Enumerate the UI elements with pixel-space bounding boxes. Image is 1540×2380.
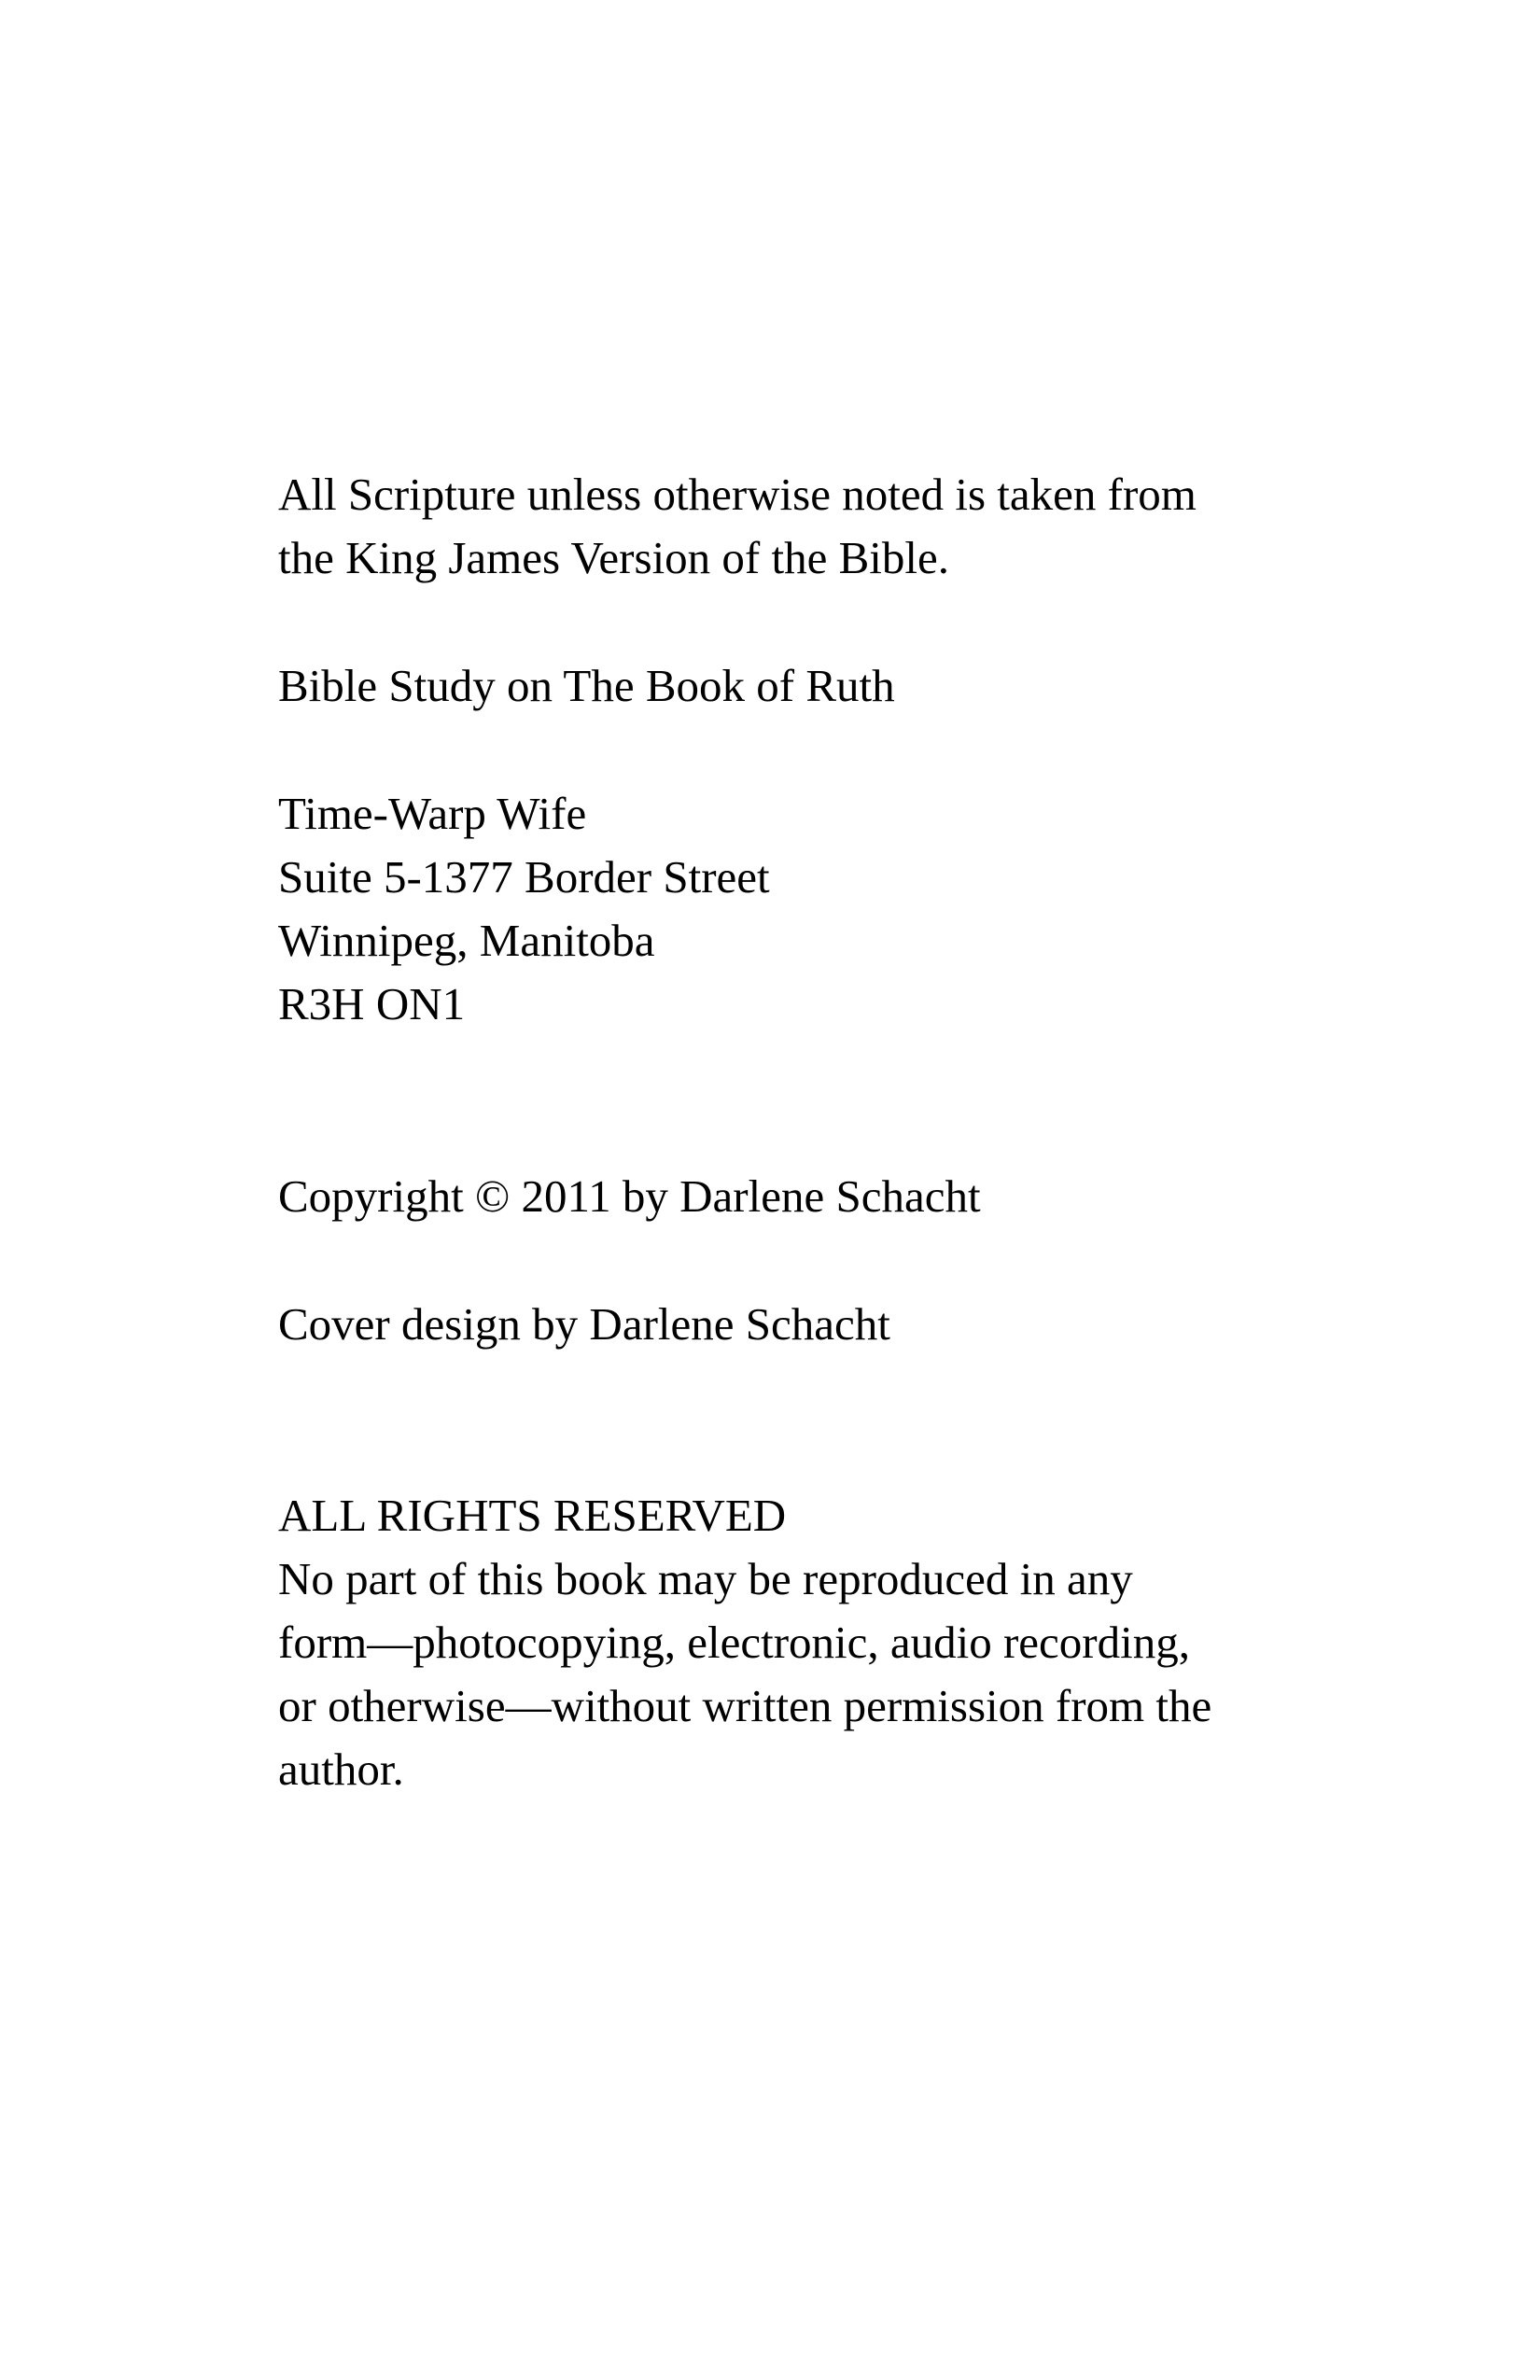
rights-line: or otherwise—without written permission from the xyxy=(278,1680,1212,1731)
scripture-notice-line: the King James Version of the Bible. xyxy=(278,532,950,583)
rights-line: No part of this book may be reproduced in any xyxy=(278,1553,1133,1604)
rights-line: author. xyxy=(278,1743,404,1795)
publisher-name: Time-Warp Wife xyxy=(278,788,587,839)
rights-heading: ALL RIGHTS RESERVED xyxy=(278,1490,787,1541)
publisher-address xyxy=(278,782,1305,1036)
copyright-notice xyxy=(278,1165,1305,1228)
rights-line: form—photocopying, electronic, audio recording, xyxy=(278,1617,1190,1668)
city-province: Winnipeg, Manitoba xyxy=(278,915,655,966)
postal-code: R3H ON1 xyxy=(278,978,466,1029)
rights-notice xyxy=(278,1484,1305,1801)
book-title-text: Bible Study on The Book of Ruth xyxy=(278,660,895,711)
cover-design-text: Cover design by Darlene Schacht xyxy=(278,1298,890,1350)
scripture-notice xyxy=(278,463,1305,590)
cover-design-credit xyxy=(278,1293,1305,1356)
copyright-text: Copyright © 2011 by Darlene Schacht xyxy=(278,1170,981,1222)
street-address: Suite 5-1377 Border Street xyxy=(278,851,770,903)
book-title xyxy=(278,654,1305,718)
scripture-notice-line: All Scripture unless otherwise noted is taken from xyxy=(278,469,1197,520)
